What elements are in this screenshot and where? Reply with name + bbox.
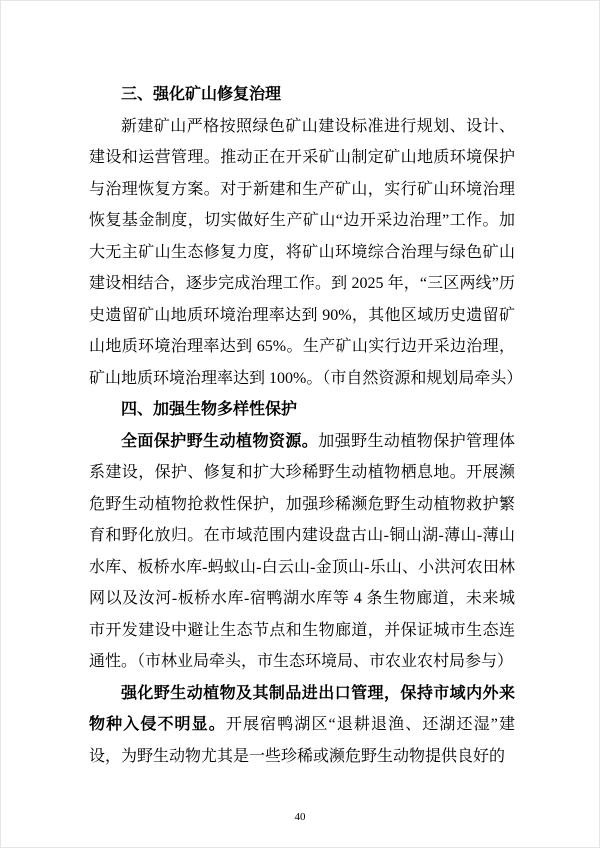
paragraph-text: 开展宿鸭湖区“退耕退渔、还湖还湿”建设，为野生动物尤其是一些珍稀或濒危野生动物提供良好的 xyxy=(89,716,515,765)
section-heading-3: 三、强化矿山修复治理 xyxy=(121,86,282,103)
paragraph-lead: 强化野生动植物及其制品进出口管理，保持市域内外来物种入侵不明显。 xyxy=(89,684,515,733)
paragraph-text: 新建矿山严格按照绿色矿山建设标准进行规划、设计、建设和运营管理。推动正在开采矿山制定矿山地质环境保护与治理恢复方案。对于新建和生产矿山，实行矿山环境治理恢复基金制度，切实做好生产矿山“边开采边治理”工作。加大无主矿山生态修复力度，将矿山环境综合治理与绿色矿山建设相结合，逐步完成治理工作。到 2025 年，“三区两线”历史遗留矿山地质环境治理率达到 90%，其他区域历史遗留矿山地质环境治理率达到 65%。生产矿山实行边开采边治理，矿山地质环境治理率达到 100%。（市自然资源和规划局牵头） xyxy=(89,117,523,387)
section-heading-4: 四、加强生物多样性保护 xyxy=(121,401,298,418)
page-number: 40 xyxy=(294,811,306,823)
paragraph-lead: 全面保护野生动植物资源。 xyxy=(121,432,319,450)
paragraph-text: 加强野生动植物保护管理体系建设，保护、修复和扩大珍稀野生动植物栖息地。开展濒危野生动植物抢救性保护，加强珍稀濒危野生动植物救护繁育和野化放归。在市域范围内建设盘古山-铜山湖-薄山-薄山水库、板桥水库-蚂蚁山-白云山-金顶山-乐山、小洪河农田林网以及汝河-板桥水库-宿鸭湖水库等 4 条生物廊道，未来城市开发建设中避让生态节点和生物廊道，并保证城市生态连通性。（市林业局牵头，市生态环境局、市农业农村局参与） xyxy=(89,432,515,670)
paragraph xyxy=(89,678,515,773)
document-content xyxy=(89,79,523,772)
paragraph xyxy=(89,426,515,678)
paragraph xyxy=(89,111,523,395)
